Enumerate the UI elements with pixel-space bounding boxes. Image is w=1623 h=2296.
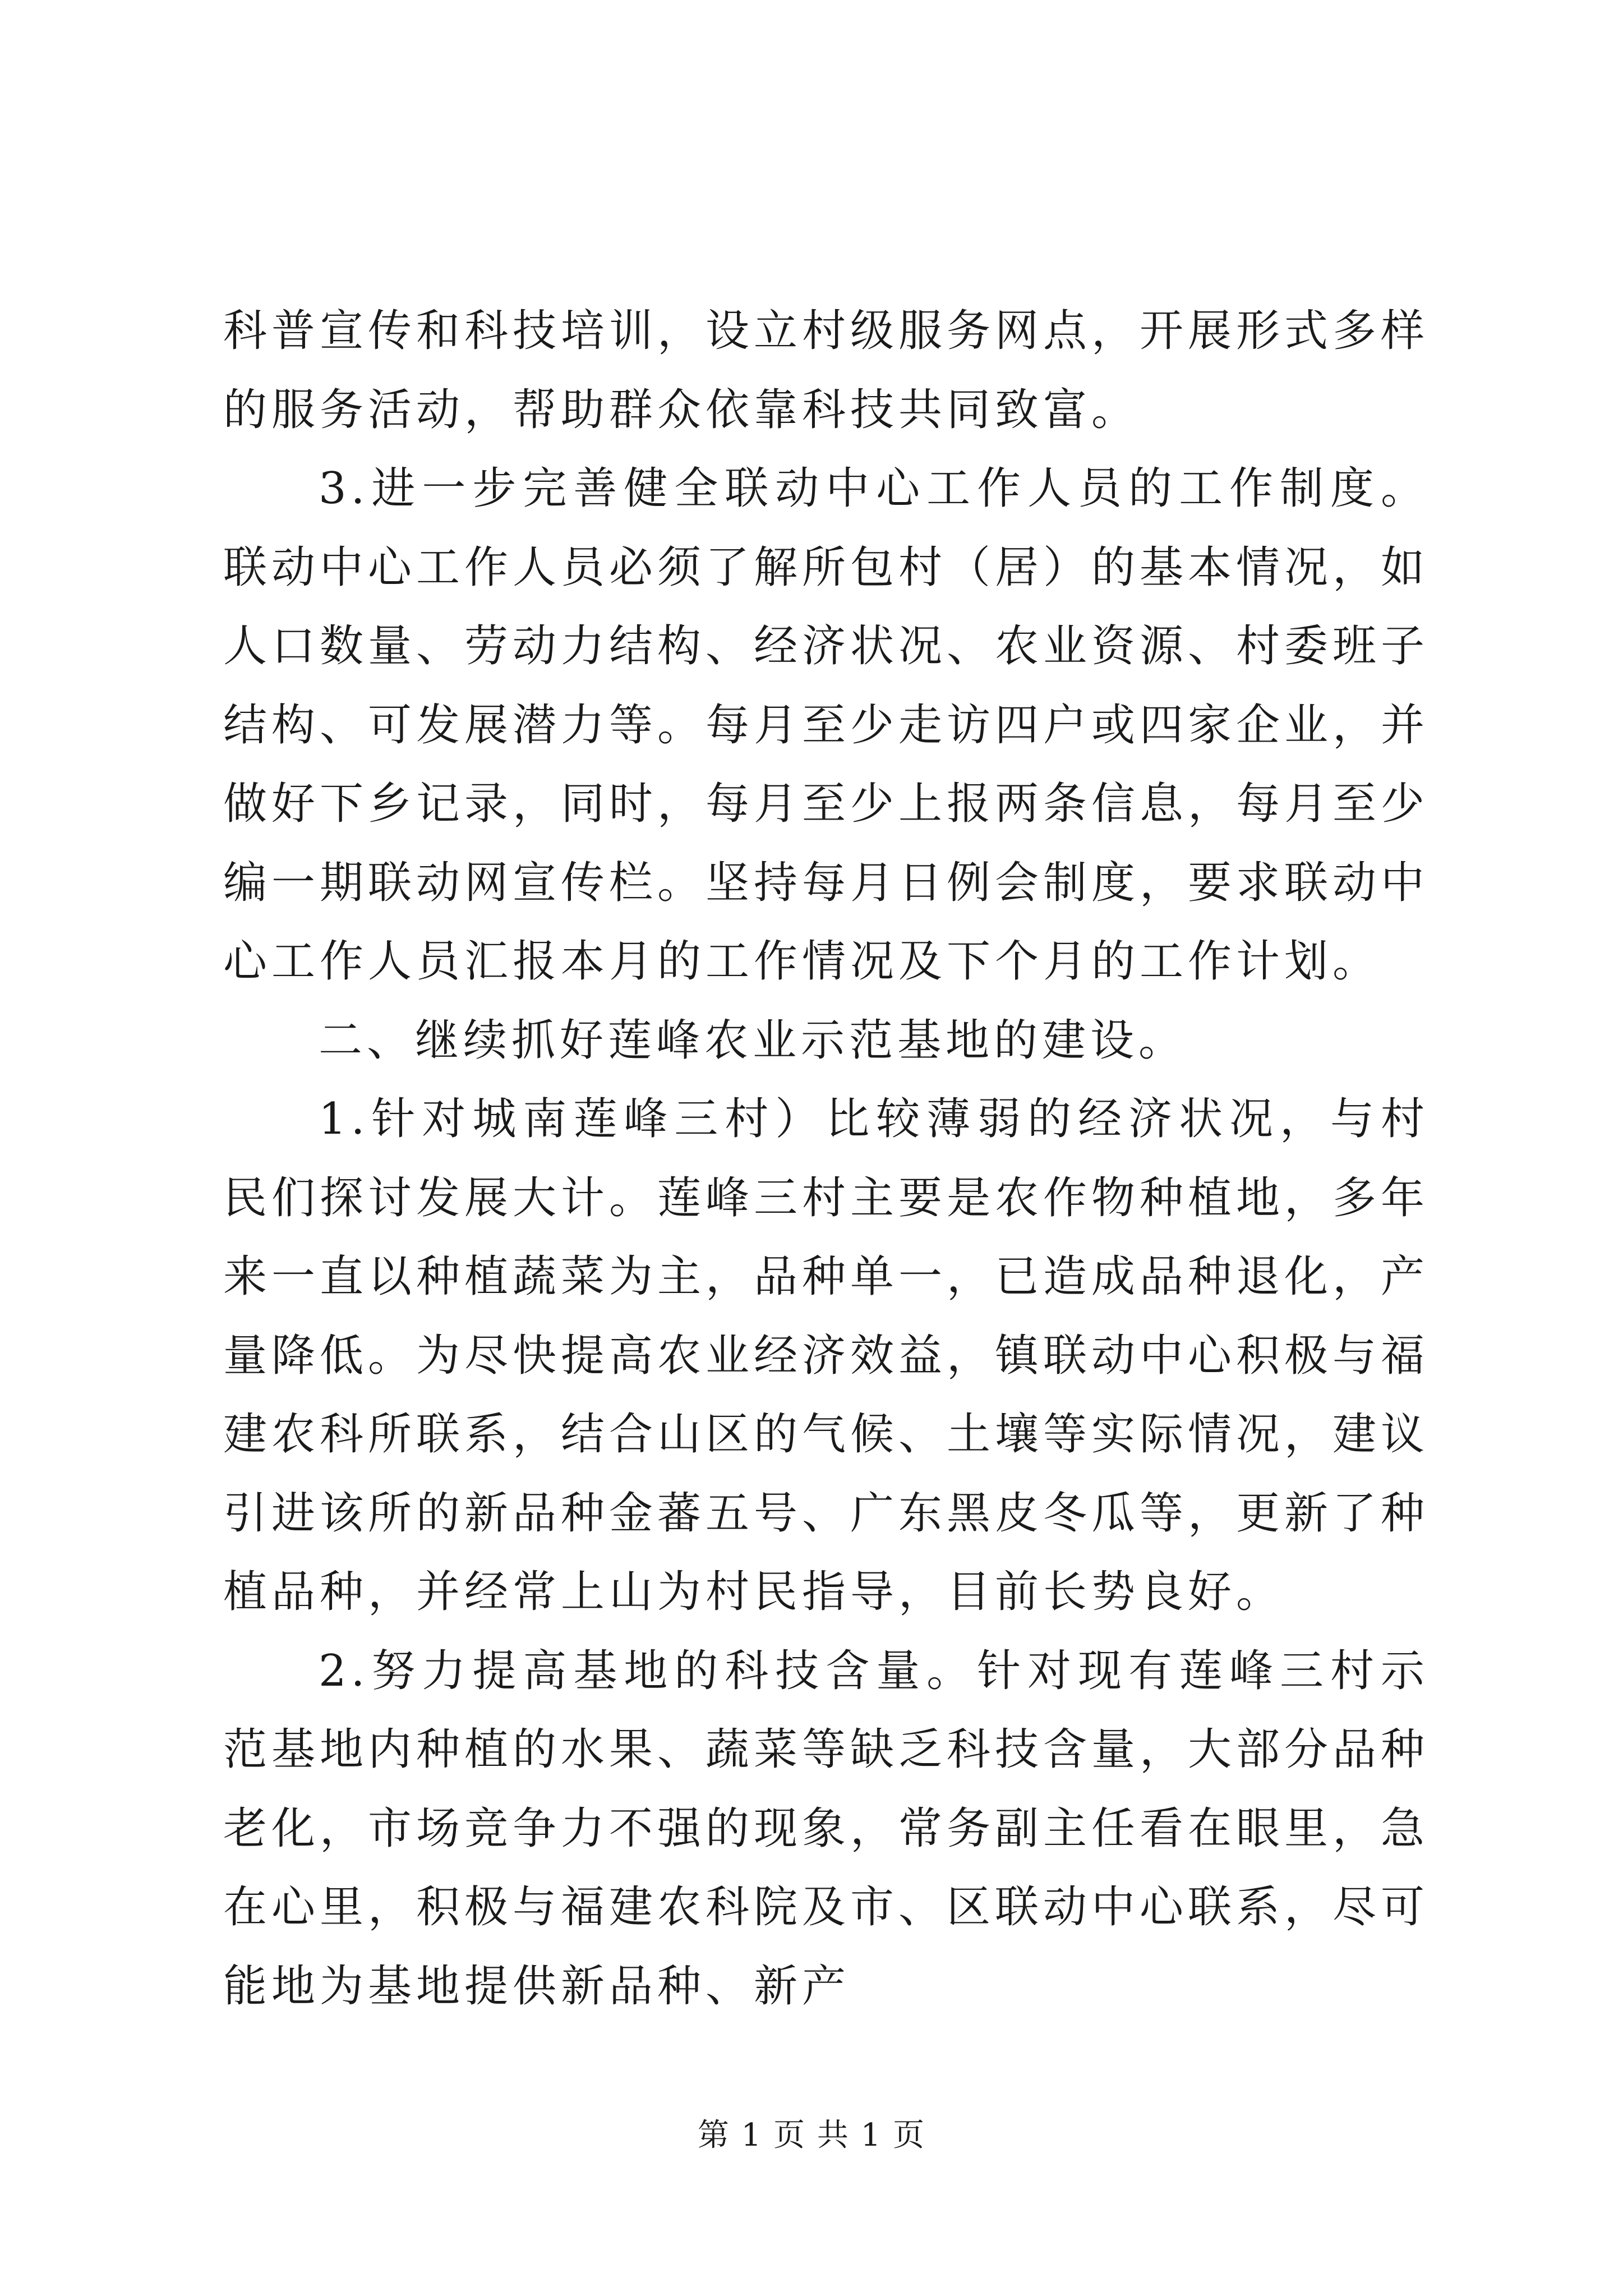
document-body xyxy=(223,292,1429,2026)
paragraph-continuation: 科普宣传和科技培训，设立村级服务网点，开展形式多样的服务活动，帮助群众依靠科技共同致富。 xyxy=(223,306,1430,435)
paragraph-item-2: 2.努力提高基地的科技含量。针对现有莲峰三村示范基地内种植的水果、蔬菜等缺乏科技含量，大部分品种老化，市场竞争力不强的现象，常务副主任看在眼里，急在心里，积极与福建农科院及市、区联动中心联系，尽可能地为基地提供新品种、新产 xyxy=(223,1645,1430,2012)
paragraph-item-3: 3.进一步完善健全联动中心工作人员的工作制度。联动中心工作人员必须了解所包村（居）的基本情况，如人口数量、劳动力结构、经济状况、农业资源、村委班子结构、可发展潜力等。每月至少走访四户或四家企业，并做好下乡记录，同时，每月至少上报两条信息，每月至少编一期联动网宣传栏。坚持每月日例会制度，要求联动中心工作人员汇报本月的工作情况及下个月的工作计划。 xyxy=(223,463,1430,987)
section-heading-2: 二、继续抓好莲峰农业示范基地的建设。 xyxy=(319,1015,1187,1066)
paragraph-item-1: 1.针对城南莲峰三村）比较薄弱的经济状况，与村民们探讨发展大计。莲峰三村主要是农作物种植地，多年来一直以种植蔬菜为主，品种单一，已造成品种退化，产量降低。为尽快提高农业经济效益，镇联动中心积极与福建农科所联系，结合山区的气候、土壤等实际情况，建议引进该所的新品种金蕃五号、广东黑皮冬瓜等，更新了种植品种，并经常上山为村民指导，目前长势良好。 xyxy=(223,1094,1430,1617)
page-footer: 第 1 页 共 1 页 xyxy=(697,2117,926,2154)
